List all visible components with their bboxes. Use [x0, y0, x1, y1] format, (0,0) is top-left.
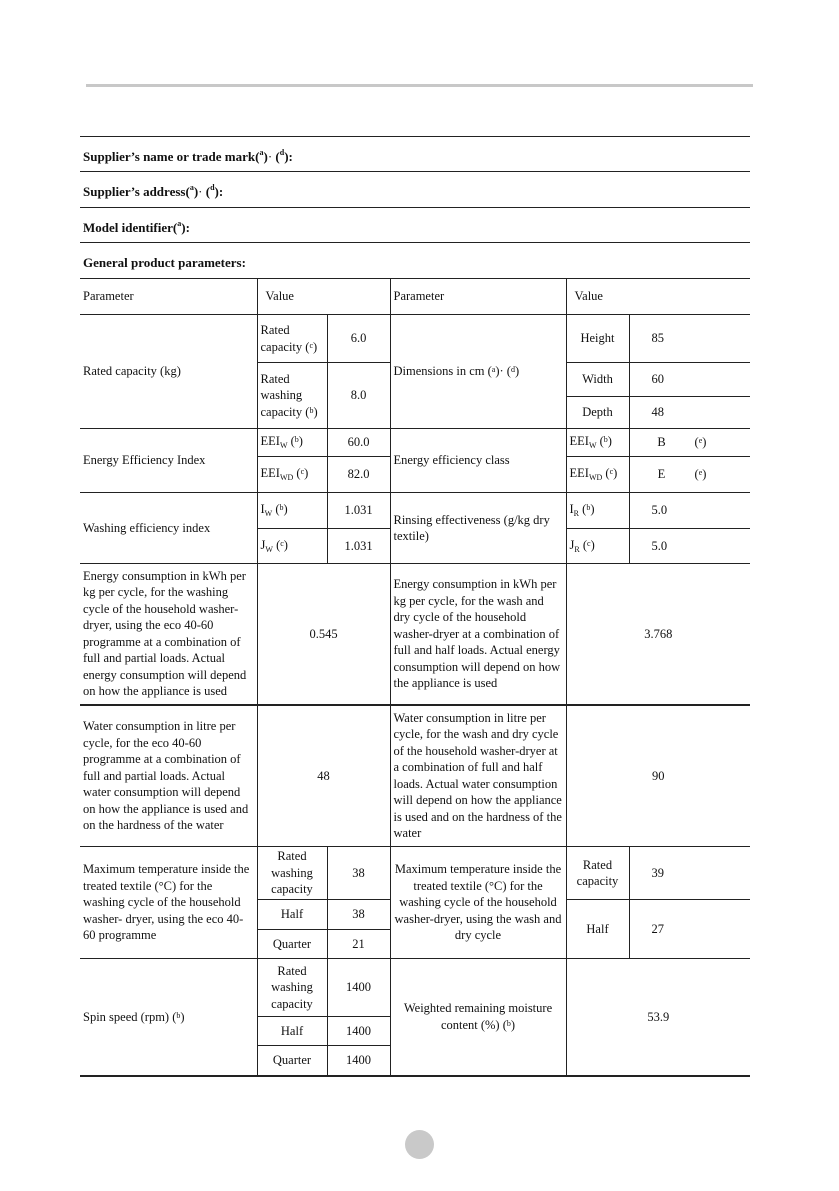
- energy-consumption-wash-value: 0.545: [257, 564, 390, 705]
- max-temp-wash-quarter-label: Quarter: [257, 930, 327, 959]
- rated-capacity-sub1-label: Rated capacity ($^c$): [257, 315, 327, 363]
- model-identifier-row: [80, 207, 750, 243]
- spin-quarter-label: Quarter: [257, 1046, 327, 1076]
- table-row: [80, 429, 750, 457]
- max-temp-wash-rated-value: 38: [327, 847, 390, 900]
- page-number-marker: [405, 1130, 434, 1159]
- model-identifier-label: Model identifier($^a$):: [83, 219, 190, 235]
- energy-consumption-dry-value: 3.768: [566, 564, 750, 705]
- class-wd-value: E ($^e$): [629, 457, 750, 493]
- table-header-row: [80, 279, 750, 315]
- rated-capacity-sub2-value: 8.0: [327, 363, 390, 429]
- table-row: [80, 847, 750, 900]
- general-params-label: General product parameters:: [83, 255, 246, 270]
- max-temp-dry-rated-label: Rated capacity: [566, 847, 629, 900]
- rated-capacity-label: Rated capacity (kg): [80, 315, 257, 429]
- class-w-label: $EEI_W$ ($^b$): [566, 429, 629, 457]
- moisture-value: 53.9: [566, 959, 750, 1076]
- washing-eff-j-label: $J_W$ ($^c$): [257, 529, 327, 564]
- washing-eff-i-label: $I_W$ ($^b$): [257, 493, 327, 529]
- energy-class-label: Energy efficiency class: [390, 429, 566, 493]
- max-temp-wash-half-label: Half: [257, 900, 327, 930]
- supplier-name-label: Supplier’s name or trade mark($^a$)· ($^d$):: [83, 148, 293, 164]
- water-wash-label: Water consumption in litre per cycle, for the eco 40-60 programme at a combination of full and partial loads. Actual water consumption will depend on how the appliance is used and on the hardness of the water: [80, 705, 257, 847]
- spin-half-label: Half: [257, 1017, 327, 1046]
- header-parameter-right: Parameter: [390, 279, 566, 315]
- eei-wd-value: 82.0: [327, 457, 390, 493]
- eei-label: Energy Efficiency Index: [80, 429, 257, 493]
- water-wash-value: 48: [257, 705, 390, 847]
- eei-w-label: $EEI_W$ ($^b$): [257, 429, 327, 457]
- max-temp-dry-half-value: 27: [629, 900, 750, 959]
- eei-w-value: 60.0: [327, 429, 390, 457]
- moisture-label: Weighted remaining moisture content (%) ($^b$): [390, 959, 566, 1076]
- rated-capacity-sub1-value: 6.0: [327, 315, 390, 363]
- spin-quarter-value: 1400: [327, 1046, 390, 1076]
- washing-eff-j-value: 1.031: [327, 529, 390, 564]
- supplier-address-label: Supplier’s address($^a$)· ($^d$):: [83, 183, 224, 199]
- header-value-right: Value: [566, 279, 750, 315]
- max-temp-dry-half-label: Half: [566, 900, 629, 959]
- header-value-left: Value: [257, 279, 390, 315]
- table-row: [80, 315, 750, 363]
- general-params-row: [80, 242, 750, 279]
- energy-consumption-wash-label: Energy consumption in kWh per kg per cycle, for the washing cycle of the household washer-dryer, using the eco 40-60 programme at a combination of full and partial loads. Actual energy consumption will depend on how the appliance is used: [80, 564, 257, 705]
- washing-eff-label: Washing efficiency index: [80, 493, 257, 564]
- dimensions-label: Dimensions in cm ($^a$)· ($^d$): [390, 315, 566, 429]
- water-dry-value: 90: [566, 705, 750, 847]
- header-parameter-left: Parameter: [80, 279, 257, 315]
- table-row: [80, 564, 750, 705]
- spin-rated-label: Rated washing capacity: [257, 959, 327, 1017]
- table-row: [80, 959, 750, 1017]
- max-temp-wash-half-value: 38: [327, 900, 390, 930]
- table-row: [80, 493, 750, 529]
- supplier-address-row: [80, 171, 750, 208]
- rinsing-i-label: $I_R$ ($^b$): [566, 493, 629, 529]
- height-value: 85: [629, 315, 750, 363]
- depth-label: Depth: [566, 397, 629, 429]
- depth-value: 48: [629, 397, 750, 429]
- table-row: [80, 705, 750, 847]
- supplier-name-row: [80, 136, 750, 172]
- max-temp-wash-rated-label: Rated washing capacity: [257, 847, 327, 900]
- spin-label: Spin speed (rpm) ($^b$): [80, 959, 257, 1076]
- spec-table: [80, 278, 750, 1077]
- eei-wd-label: $EEI_{WD}$ ($^c$): [257, 457, 327, 493]
- class-wd-label: $EEI_{WD}$ ($^c$): [566, 457, 629, 493]
- rated-capacity-sub2-label: Rated washing capacity ($^b$): [257, 363, 327, 429]
- rinsing-i-value: 5.0: [629, 493, 750, 529]
- rinsing-j-value: 5.0: [629, 529, 750, 564]
- washing-eff-i-value: 1.031: [327, 493, 390, 529]
- class-w-value: B ($^e$): [629, 429, 750, 457]
- height-label: Height: [566, 315, 629, 363]
- rinsing-j-label: $J_R$ ($^c$): [566, 529, 629, 564]
- max-temp-dry-label: Maximum temperature inside the treated textile (°C) for the washing cycle of the household washer-dryer, using the wash and dry cycle: [390, 847, 566, 959]
- width-label: Width: [566, 363, 629, 397]
- top-rule: [86, 84, 753, 87]
- max-temp-wash-label: Maximum temperature inside the treated textile (°C) for the washing cycle of the household washer- dryer, using the eco 40-60 programme: [80, 847, 257, 959]
- max-temp-dry-rated-value: 39: [629, 847, 750, 900]
- water-dry-label: Water consumption in litre per cycle, for the wash and dry cycle of the household washer-dryer at a combination of full and half loads. Actual water consumption will depend on how the appliance is used and on the hardness of the water: [390, 705, 566, 847]
- width-value: 60: [629, 363, 750, 397]
- max-temp-wash-quarter-value: 21: [327, 930, 390, 959]
- energy-consumption-dry-label: Energy consumption in kWh per kg per cycle, for the wash and dry cycle of the household washer-dryer at a combination of full and half loads. Actual energy consumption will depend on how the appliance is used: [390, 564, 566, 705]
- spin-half-value: 1400: [327, 1017, 390, 1046]
- rinsing-label: Rinsing effectiveness (g/kg dry textile): [390, 493, 566, 564]
- spin-rated-value: 1400: [327, 959, 390, 1017]
